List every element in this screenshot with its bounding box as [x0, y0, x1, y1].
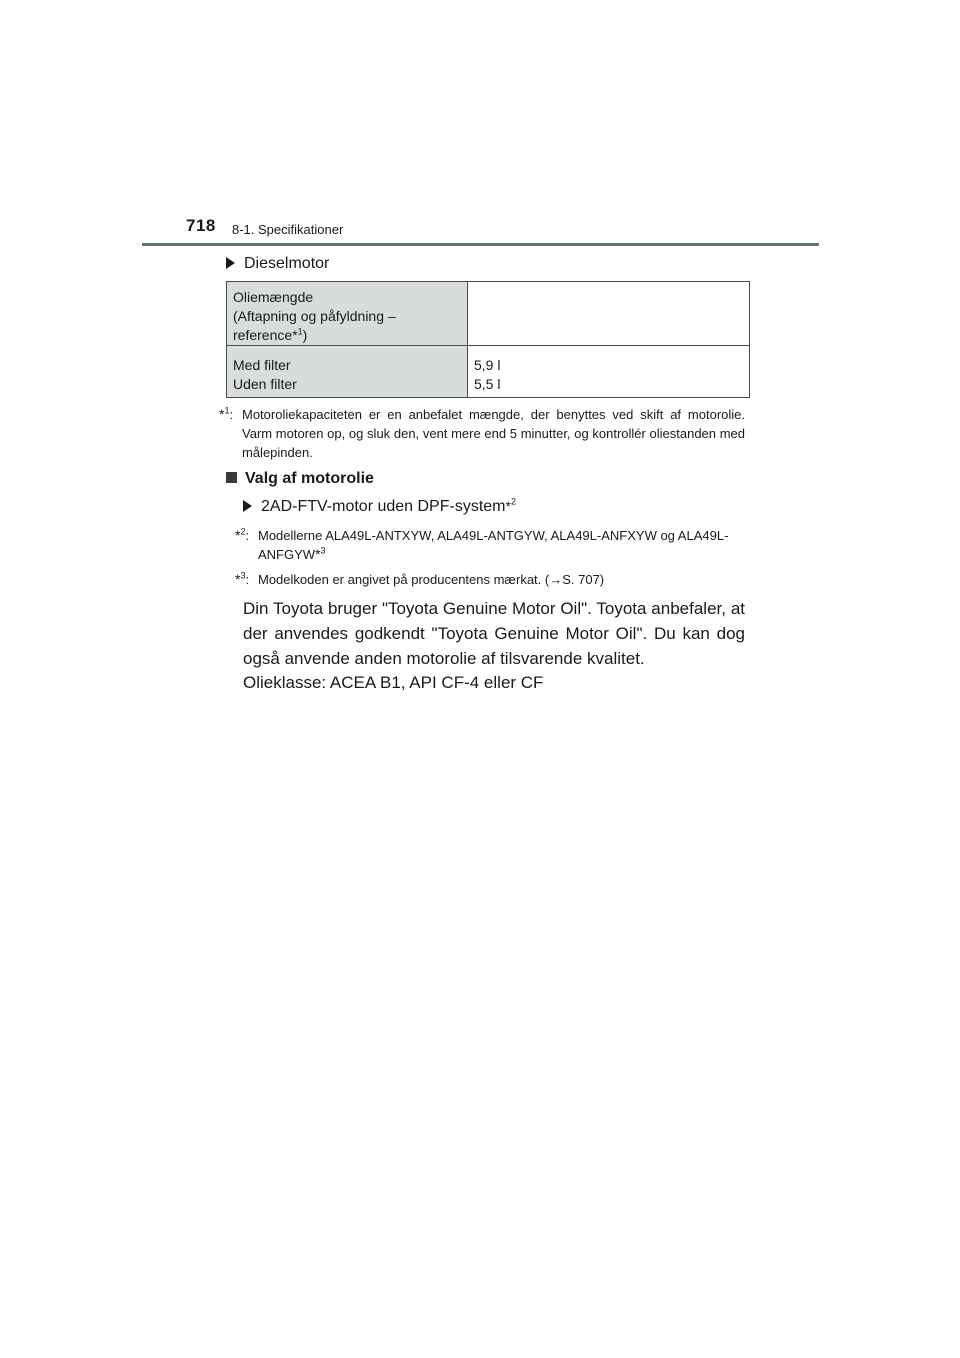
- footnote-marker: *$^2$:: [235, 526, 250, 543]
- footnote-2: *$^2$: Modellerne ALA49L-ANTXYW, ALA49L-ANTGYW, ALA49L-ANFXYW og ALA49L-ANFGYW*$^3$: [235, 526, 729, 562]
- triangle-bullet-icon: [226, 257, 235, 269]
- table-row: [227, 346, 750, 398]
- diesel-heading: Dieselmotor: [226, 255, 329, 273]
- triangle-bullet-icon: [243, 500, 252, 512]
- footnote-1: *$^1$: Motoroliekapaciteten er en anbefalet mængde, der benyttes ved skift af motorolie. Varm motoren op, og sluk den, vent mere end 5 minutter, og kontrollér oliestanden med målepinden.: [219, 405, 745, 460]
- footnote-3: *$^3$: Modelkoden er angivet på producentens mærkat. (→S. 707): [235, 570, 605, 587]
- footnote-marker: *$^3$:: [235, 570, 250, 587]
- oil-paragraph: Din Toyota bruger "Toyota Genuine Motor Oil". Toyota anbefaler, at der anvendes godkendt "Toyota Genuine Motor Oil". Du kan dog også anvende anden motorolie af tilsvarende kvalitet.: [243, 599, 745, 668]
- table-header-cell: Oliemængde (Aftapning og påfyldning – reference*$^1$): [227, 282, 468, 346]
- table-row: [227, 282, 750, 346]
- table-header-value-cell: [468, 282, 750, 346]
- footnote-marker: *$^1$:: [219, 405, 234, 422]
- page-number: 718: [186, 216, 216, 235]
- header-rule: [142, 243, 819, 246]
- oil-class: Olieklasse: ACEA B1, API CF-4 eller CF: [243, 673, 544, 692]
- table-value-cell: 5,9 l 5,5 l: [468, 346, 750, 398]
- oil-capacity-table: [226, 281, 750, 398]
- table-label-cell: Med filter Uden filter: [227, 346, 468, 398]
- section-title: 8-1. Specifikationer: [232, 222, 344, 237]
- square-bullet-icon: [226, 472, 237, 483]
- engine-variant-heading: 2AD-FTV-motor uden DPF-system*$^2$: [243, 498, 516, 516]
- oil-choice-heading: Valg af motorolie: [226, 470, 374, 488]
